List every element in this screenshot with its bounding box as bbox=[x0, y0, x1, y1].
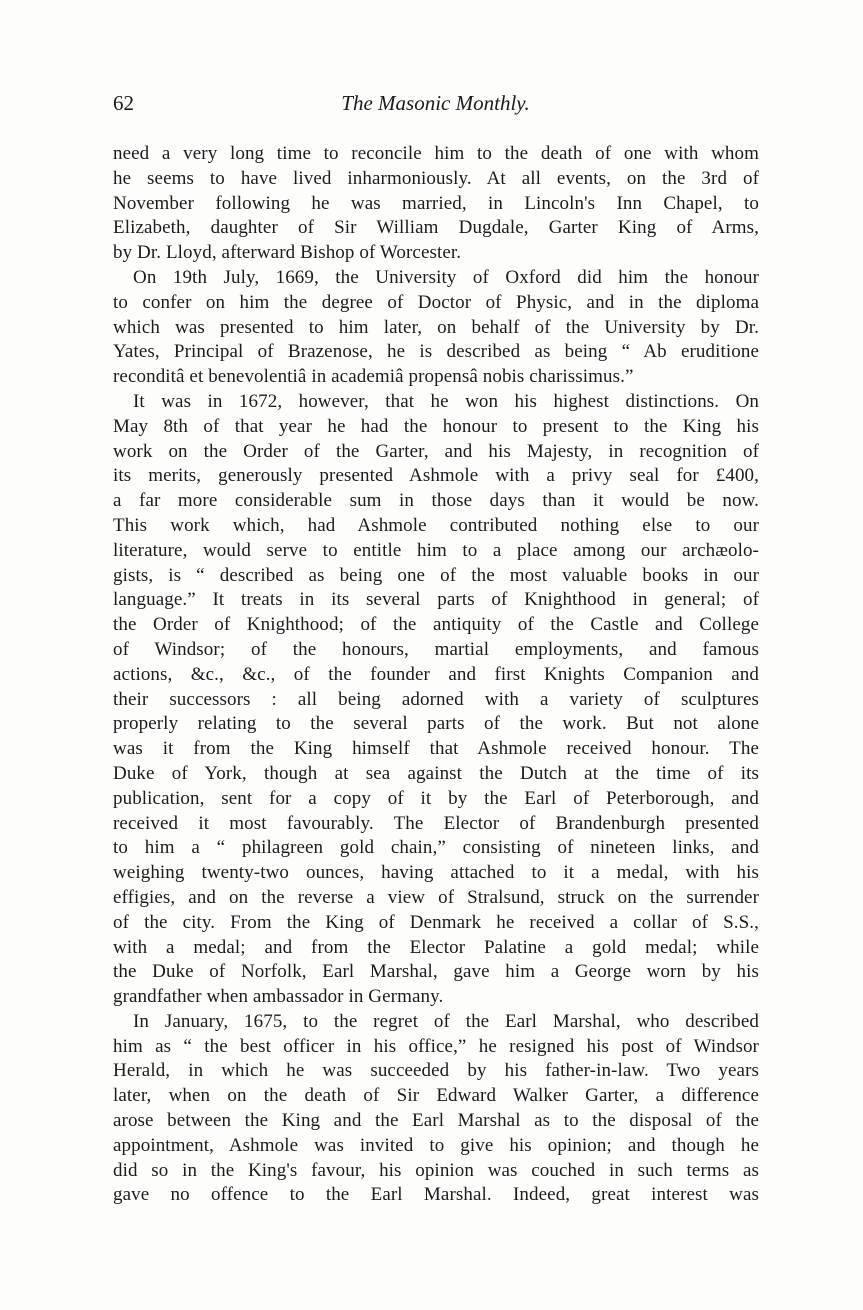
text-line: appointment, Ashmole was invited to give his opinion; and though he bbox=[113, 1134, 759, 1156]
text-line: its merits, generously presented Ashmole with a privy seal for £400, bbox=[113, 465, 759, 487]
text-line: need a very long time to reconcile him to the death of one with whom bbox=[113, 143, 759, 164]
body-text bbox=[113, 142, 759, 1208]
running-head bbox=[113, 88, 758, 118]
text-line: he seems to have lived inharmoniously. At all events, on the 3rd of bbox=[113, 167, 759, 189]
text-line: November following he was married, in Lincoln's Inn Chapel, to bbox=[113, 192, 759, 214]
text-line: On 19th July, 1669, the University of Oxford did him the honour bbox=[133, 266, 759, 288]
text-line: weighing twenty-two ounces, having attached to it a medal, with his bbox=[113, 862, 759, 884]
text-line: him as “ the best officer in his office,” he resigned his post of Windsor bbox=[113, 1035, 759, 1057]
text-line: the Duke of Norfolk, Earl Marshal, gave him a George worn by his bbox=[113, 961, 759, 983]
text-line: This work which, had Ashmole contributed nothing else to our bbox=[113, 514, 759, 536]
text-line: Yates, Principal of Brazenose, he is described as being “ Ab eruditione bbox=[113, 341, 759, 363]
text-line: of the city. From the King of Denmark he received a collar of S.S., bbox=[113, 911, 759, 933]
text-line: Herald, in which he was succeeded by his father-in-law. Two years bbox=[113, 1060, 759, 1082]
journal-title: The Masonic Monthly. bbox=[341, 91, 530, 115]
text-line: received it most favourably. The Elector of Brandenburgh presented bbox=[113, 812, 759, 834]
text-line: arose between the King and the Earl Marshal as to the disposal of the bbox=[113, 1110, 759, 1132]
text-line: was it from the King himself that Ashmole received honour. The bbox=[113, 738, 759, 760]
text-line: the Order of Knighthood; of the antiquity of the Castle and College bbox=[113, 614, 759, 636]
text-line: reconditâ et benevolentiâ in academiâ propensâ nobis charissimus.” bbox=[113, 366, 634, 388]
text-line: language.” It treats in its several parts of Knighthood in general; of bbox=[113, 589, 759, 611]
text-line: to him a “ philagreen gold chain,” consisting of nineteen links, and bbox=[113, 837, 759, 859]
text-line: of Windsor; of the honours, martial employments, and famous bbox=[113, 638, 759, 660]
text-line: properly relating to the several parts of the work. But not alone bbox=[113, 713, 759, 735]
text-line: later, when on the death of Sir Edward Walker Garter, a difference bbox=[113, 1085, 759, 1107]
text-line: literature, would serve to entitle him to a place among our archæolo- bbox=[113, 539, 759, 561]
text-line: their successors : all being adorned with a variety of sculptures bbox=[113, 688, 759, 710]
text-line: Elizabeth, daughter of Sir William Dugdale, Garter King of Arms, bbox=[113, 217, 759, 239]
text-line: by Dr. Lloyd, afterward Bishop of Worcester. bbox=[113, 242, 462, 264]
text-line: gists, is “ described as being one of the most valuable books in our bbox=[113, 564, 759, 586]
text-line: It was in 1672, however, that he won his highest distinctions. On bbox=[133, 390, 759, 412]
text-line: effigies, and on the reverse a view of Stralsund, struck on the surrender bbox=[113, 886, 759, 908]
page-number: 62 bbox=[113, 91, 134, 115]
text-line: grandfather when ambassador in Germany. bbox=[113, 986, 444, 1008]
text-line: gave no offence to the Earl Marshal. Indeed, great interest was bbox=[113, 1184, 759, 1206]
text-line: which was presented to him later, on behalf of the University by Dr. bbox=[113, 316, 759, 338]
text-line: Duke of York, though at sea against the Dutch at the time of its bbox=[113, 762, 759, 784]
text-line: did so in the King's favour, his opinion was couched in such terms as bbox=[113, 1159, 759, 1181]
text-line: In January, 1675, to the regret of the Earl Marshal, who described bbox=[133, 1010, 759, 1032]
text-line: with a medal; and from the Elector Palatine a gold medal; while bbox=[113, 936, 759, 958]
text-line: May 8th of that year he had the honour to present to the King his bbox=[113, 415, 759, 437]
text-line: publication, sent for a copy of it by the Earl of Peterborough, and bbox=[113, 787, 759, 809]
text-line: to confer on him the degree of Doctor of Physic, and in the diploma bbox=[113, 291, 759, 313]
text-line: a far more considerable sum in those days than it would be now. bbox=[113, 490, 759, 512]
text-line: work on the Order of the Garter, and his Majesty, in recognition of bbox=[113, 440, 759, 462]
text-line: actions, &c., &c., of the founder and first Knights Companion and bbox=[113, 663, 759, 685]
